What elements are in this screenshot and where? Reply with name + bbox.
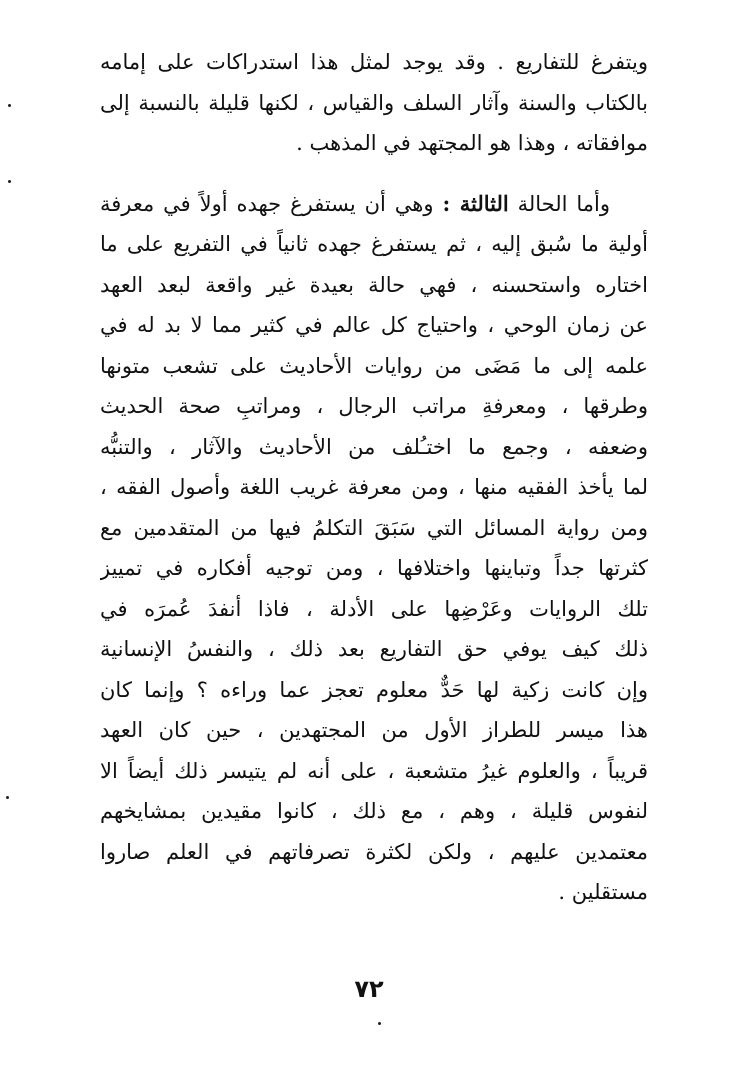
paragraph-2-line: اختاره واستحسنه ، فهي حالة بعيدة غير واقعة لبعد العهد (100, 272, 648, 297)
paragraph-2-line: علمه إلى ما مَضَى من روايات الأحاديث على تشعب متونها (100, 353, 648, 378)
margin-speck (378, 1022, 381, 1025)
page-number: ٧٢ (354, 975, 384, 1003)
paragraph-1 (100, 42, 648, 164)
paragraph-2-line: مستقلين . (558, 880, 648, 904)
paragraph-2-line: لما يأخذ الفقيه منها ، ومن معرفة غريب اللغة وأصول الفقه ، (100, 475, 648, 499)
paragraph-1-line: بالكتاب والسنة وآثار السلف والقياس ، لكنها قليلة بالنسبة إلى (100, 90, 648, 115)
paragraph-2-line: كثرتها جداً وتباينها واختلافها ، ومن توجيه أفكاره في تمييز (100, 556, 648, 580)
paragraph-1-line: موافقاته ، وهذا هو المجتهد في المذهب . (296, 131, 648, 155)
paragraph-2-lead: وأما الحالة (508, 191, 610, 216)
paragraph-2-line: قريباً ، والعلوم غيرُ متشعبة ، على أنه لم يتيسر ذلك أيضاً الا (100, 758, 648, 783)
paragraph-2-line: وإن كانت زكية لها حَدٌّ معلوم تعجز عما وراءه ؟ وإنما كان (100, 677, 648, 702)
paragraph-2-line: معتمدين عليهم ، ولكن لكثرة تصرفاتهم في العلم صاروا (100, 839, 648, 864)
paragraph-2-first-line (100, 184, 648, 225)
paragraph-2-lead-rest: وهي أن يستفرغ جهده أولاً في معرفة (100, 191, 443, 216)
paragraph-2-line: لنفوس قليلة ، وهم ، مع ذلك ، كانوا مقيدين بمشايخهم (100, 799, 648, 823)
paragraph-2-line: وضعفه ، وجمع ما اختـُلف من الأحاديث والآثار ، والتنبُّه (100, 434, 648, 459)
paragraph-1-line: ويتفرغ للتفاريع . وقد يوجد لمثل هذا استدراكات على إمامه (100, 50, 648, 74)
paragraph-2 (100, 184, 648, 913)
margin-speck (8, 104, 11, 107)
paragraph-2-lead-bold: الثالثة : (442, 190, 509, 216)
paragraph-2-line: ذلك كيف يوفي حق التفاريع بعد ذلك ، والنفسُ الإنسانية (100, 637, 648, 661)
paragraph-2-line: وطرقها ، ومعرفةِ مراتب الرجال ، ومراتبِ صحة الحديث (100, 394, 648, 418)
paragraph-2-line: هذا ميسر للطراز الأول من المجتهدين ، حين كان العهد (100, 718, 648, 742)
paragraph-2-line: تلك الروايات وعَرْضِها على الأدلة ، فاذا أنفدَ عُمرَه في (100, 596, 648, 621)
paragraph-spacer (100, 164, 648, 184)
paragraph-2-line: عن زمان الوحي ، واحتياج كل عالم في كثير مما لا بد له في (100, 313, 648, 337)
margin-speck (6, 796, 9, 799)
paragraph-2-line: ومن رواية المسائل التي سَبَقَ التكلمُ فيها من المتقدمين مع (100, 515, 648, 540)
page-body (100, 42, 648, 913)
margin-speck (8, 180, 11, 183)
paragraph-2-line: أولية ما سُبق إليه ، ثم يستفرغ جهده ثانياً في التفريع على ما (100, 232, 648, 256)
